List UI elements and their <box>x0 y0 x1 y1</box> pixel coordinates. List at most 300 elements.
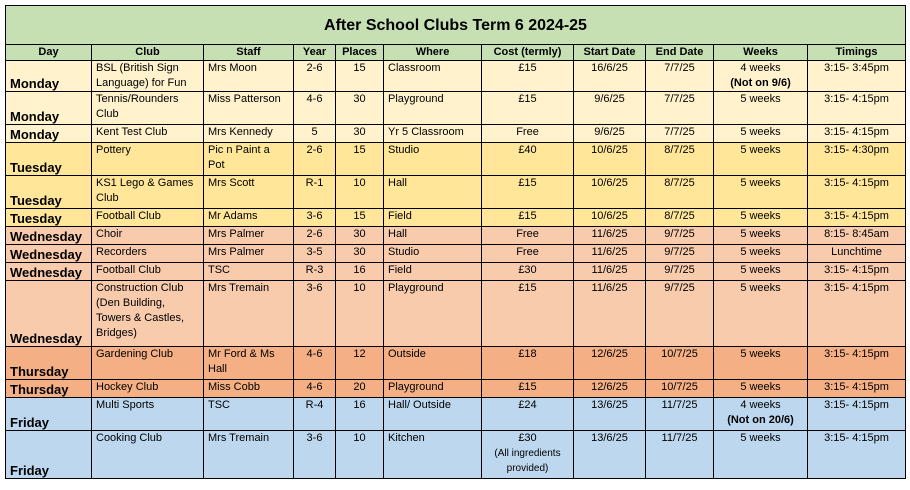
year-cell-text: R-4 <box>305 399 324 411</box>
end-date-cell <box>646 61 714 92</box>
where-cell <box>384 245 482 263</box>
end-date-cell-text: 9/7/25 <box>664 246 695 258</box>
where-cell-text: Field <box>388 210 412 222</box>
year-cell-text: 4-6 <box>306 348 323 360</box>
end-date-cell-text: 9/7/25 <box>664 282 695 294</box>
start-date-cell-text: 9/6/25 <box>594 93 625 105</box>
start-date-cell-text: 10/6/25 <box>591 144 628 156</box>
page-title: After School Clubs Term 6 2024-25 <box>6 6 906 45</box>
day-cell <box>6 245 92 263</box>
timings-cell <box>808 92 906 125</box>
staff-cell-text: Mrs Kennedy <box>208 126 273 138</box>
end-date-cell <box>646 92 714 125</box>
start-date-cell-text: 10/6/25 <box>591 210 628 222</box>
places-cell <box>336 263 384 281</box>
timings-cell-text: 3:15- 4:15pm <box>824 126 889 138</box>
column-header: Timings <box>808 45 906 61</box>
places-cell-text: 30 <box>353 246 366 258</box>
places-cell <box>336 347 384 380</box>
start-date-cell <box>574 281 646 347</box>
start-date-cell <box>574 209 646 227</box>
club-cell <box>92 227 204 245</box>
cost-cell-text: £15 <box>518 210 537 222</box>
staff-cell <box>204 398 294 431</box>
table-row <box>6 176 906 209</box>
club-cell <box>92 176 204 209</box>
staff-cell-text: Miss Cobb <box>208 381 260 393</box>
places-cell-text: 15 <box>353 62 366 74</box>
cost-cell-text: Free <box>516 228 539 240</box>
end-date-cell <box>646 380 714 398</box>
year-cell <box>294 347 336 380</box>
timings-cell-text: 3:15- 4:15pm <box>824 432 889 444</box>
club-cell-text: Construction Club (Den Building, Towers & Castles, Bridges) <box>96 282 185 339</box>
club-cell <box>92 245 204 263</box>
places-cell-text: 10 <box>353 177 366 189</box>
column-header: Club <box>92 45 204 61</box>
end-date-cell-text: 8/7/25 <box>664 144 695 156</box>
timings-cell-text: 8:15- 8:45am <box>824 228 889 240</box>
start-date-cell <box>574 176 646 209</box>
start-date-cell-text: 11/6/25 <box>591 282 628 294</box>
end-date-cell <box>646 143 714 176</box>
end-date-cell-text: 9/7/25 <box>664 228 695 240</box>
start-date-cell-text: 9/6/25 <box>594 126 625 138</box>
year-cell <box>294 281 336 347</box>
places-cell <box>336 398 384 431</box>
weeks-cell <box>714 380 808 398</box>
club-cell <box>92 347 204 380</box>
weeks-cell-text: 4 weeks <box>740 62 781 74</box>
staff-cell <box>204 92 294 125</box>
year-cell-text: 3-6 <box>306 432 323 444</box>
end-date-cell-text: 7/7/25 <box>664 62 695 74</box>
day-cell <box>6 92 92 125</box>
clubs-table <box>5 5 906 479</box>
cost-cell-text: £40 <box>518 144 537 156</box>
places-cell-text: 30 <box>353 228 366 240</box>
year-cell <box>294 227 336 245</box>
column-header: Places <box>336 45 384 61</box>
year-cell <box>294 380 336 398</box>
places-cell <box>336 61 384 92</box>
timings-cell <box>808 431 906 479</box>
day-cell <box>6 143 92 176</box>
start-date-cell <box>574 380 646 398</box>
year-cell-text: 3-6 <box>306 282 323 294</box>
staff-cell-text: Mr Ford & Ms Hall <box>208 348 275 375</box>
start-date-cell <box>574 227 646 245</box>
cost-cell-text: £15 <box>518 381 537 393</box>
where-cell <box>384 209 482 227</box>
year-cell <box>294 92 336 125</box>
column-header: End Date <box>646 45 714 61</box>
staff-cell <box>204 227 294 245</box>
year-cell-text: 3-6 <box>306 210 323 222</box>
cost-cell-text: £15 <box>518 177 537 189</box>
club-cell-text: Gardening Club <box>96 348 174 360</box>
cost-cell-text: £30 <box>518 432 537 444</box>
day-cell <box>6 227 92 245</box>
day-cell-text: Monday <box>10 76 60 91</box>
timings-cell-text: 3:15- 4:15pm <box>824 381 889 393</box>
table-row <box>6 263 906 281</box>
weeks-cell <box>714 281 808 347</box>
start-date-cell <box>574 347 646 380</box>
staff-cell-text: TSC <box>208 264 230 276</box>
end-date-cell <box>646 209 714 227</box>
table-row <box>6 209 906 227</box>
staff-cell <box>204 125 294 143</box>
cost-cell <box>482 209 574 227</box>
start-date-cell-text: 10/6/25 <box>591 177 628 189</box>
places-cell-text: 15 <box>353 210 366 222</box>
staff-cell <box>204 245 294 263</box>
year-cell-text: R-1 <box>305 177 324 189</box>
staff-cell-text: Mr Adams <box>208 210 258 222</box>
where-cell-text: Outside <box>388 348 426 360</box>
start-date-cell-text: 11/6/25 <box>591 246 628 258</box>
cost-cell <box>482 431 574 479</box>
club-cell-text: Football Club <box>96 210 161 222</box>
weeks-cell-text: 5 weeks <box>740 348 781 360</box>
club-cell <box>92 281 204 347</box>
weeks-cell <box>714 431 808 479</box>
club-cell-text: KS1 Lego & Games Club <box>96 177 194 204</box>
club-cell <box>92 431 204 479</box>
cost-cell <box>482 263 574 281</box>
cost-cell-text: £24 <box>518 399 537 411</box>
table-row <box>6 380 906 398</box>
year-cell <box>294 125 336 143</box>
timings-cell-text: 3:15- 4:15pm <box>824 348 889 360</box>
day-cell <box>6 431 92 479</box>
table-row <box>6 61 906 92</box>
where-cell <box>384 347 482 380</box>
staff-cell-text: Mrs Tremain <box>208 432 270 444</box>
timings-cell-text: 3:15- 4:15pm <box>824 210 889 222</box>
club-cell <box>92 143 204 176</box>
start-date-cell-text: 11/6/25 <box>591 264 628 276</box>
where-cell-text: Kitchen <box>388 432 425 444</box>
end-date-cell <box>646 263 714 281</box>
timings-cell-text: Lunchtime <box>831 246 882 258</box>
cost-cell <box>482 61 574 92</box>
where-cell <box>384 281 482 347</box>
staff-cell <box>204 380 294 398</box>
end-date-cell <box>646 227 714 245</box>
day-cell <box>6 398 92 431</box>
where-cell <box>384 176 482 209</box>
end-date-cell <box>646 398 714 431</box>
staff-cell <box>204 61 294 92</box>
year-cell <box>294 431 336 479</box>
end-date-cell <box>646 431 714 479</box>
year-cell <box>294 245 336 263</box>
start-date-cell <box>574 431 646 479</box>
club-cell <box>92 209 204 227</box>
day-cell-text: Wednesday <box>10 265 83 280</box>
where-cell-text: Playground <box>388 282 444 294</box>
year-cell-text: 2-6 <box>306 62 323 74</box>
club-cell <box>92 61 204 92</box>
start-date-cell <box>574 125 646 143</box>
where-cell-text: Field <box>388 264 412 276</box>
table-row <box>6 227 906 245</box>
column-header: Where <box>384 45 482 61</box>
staff-cell <box>204 281 294 347</box>
day-cell <box>6 176 92 209</box>
weeks-note: (Not on 9/6) <box>730 77 791 89</box>
weeks-cell-text: 5 weeks <box>740 93 781 105</box>
timings-cell-text: 3:15- 4:15pm <box>824 264 889 276</box>
cost-cell-text: £15 <box>518 62 537 74</box>
day-cell <box>6 125 92 143</box>
cost-cell <box>482 143 574 176</box>
end-date-cell-text: 8/7/25 <box>664 177 695 189</box>
places-cell-text: 16 <box>353 399 366 411</box>
staff-cell-text: Mrs Scott <box>208 177 255 189</box>
places-cell <box>336 431 384 479</box>
year-cell <box>294 143 336 176</box>
day-cell <box>6 380 92 398</box>
staff-cell <box>204 176 294 209</box>
timings-cell <box>808 143 906 176</box>
column-header: Cost (termly) <box>482 45 574 61</box>
timings-cell <box>808 281 906 347</box>
end-date-cell <box>646 347 714 380</box>
weeks-cell <box>714 61 808 92</box>
start-date-cell-text: 12/6/25 <box>591 348 628 360</box>
table-row <box>6 431 906 479</box>
day-cell-text: Thursday <box>10 382 69 397</box>
places-cell <box>336 380 384 398</box>
timings-cell-text: 3:15- 4:30pm <box>824 144 889 156</box>
cost-cell <box>482 245 574 263</box>
start-date-cell-text: 13/6/25 <box>591 432 628 444</box>
cost-cell-text: £18 <box>518 348 537 360</box>
staff-cell <box>204 431 294 479</box>
year-cell <box>294 176 336 209</box>
table-row <box>6 245 906 263</box>
day-cell <box>6 281 92 347</box>
column-header: Start Date <box>574 45 646 61</box>
start-date-cell-text: 13/6/25 <box>591 399 628 411</box>
staff-cell <box>204 143 294 176</box>
year-cell <box>294 263 336 281</box>
where-cell-text: Hall <box>388 177 407 189</box>
cost-cell <box>482 281 574 347</box>
places-cell-text: 30 <box>353 126 366 138</box>
day-cell <box>6 263 92 281</box>
table-row <box>6 398 906 431</box>
where-cell-text: Playground <box>388 381 444 393</box>
weeks-cell <box>714 176 808 209</box>
club-cell <box>92 263 204 281</box>
day-cell <box>6 209 92 227</box>
places-cell <box>336 209 384 227</box>
places-cell-text: 16 <box>353 264 366 276</box>
end-date-cell-text: 8/7/25 <box>664 210 695 222</box>
club-cell <box>92 125 204 143</box>
day-cell-text: Wednesday <box>10 331 83 346</box>
weeks-cell-text: 5 weeks <box>740 246 781 258</box>
start-date-cell <box>574 92 646 125</box>
column-header: Day <box>6 45 92 61</box>
timings-cell-text: 3:15- 4:15pm <box>824 177 889 189</box>
end-date-cell-text: 11/7/25 <box>661 432 698 444</box>
where-cell <box>384 431 482 479</box>
timings-cell-text: 3:15- 3:45pm <box>824 62 889 74</box>
where-cell-text: Yr 5 Classroom <box>388 126 464 138</box>
end-date-cell-text: 11/7/25 <box>661 399 698 411</box>
weeks-cell <box>714 245 808 263</box>
year-cell <box>294 61 336 92</box>
club-cell-text: Cooking Club <box>96 432 163 444</box>
table-row <box>6 125 906 143</box>
day-cell <box>6 61 92 92</box>
club-cell-text: Multi Sports <box>96 399 155 411</box>
staff-cell-text: Mrs Palmer <box>208 228 265 240</box>
timings-cell <box>808 263 906 281</box>
places-cell-text: 10 <box>353 432 366 444</box>
cost-cell <box>482 380 574 398</box>
end-date-cell-text: 7/7/25 <box>664 93 695 105</box>
start-date-cell-text: 11/6/25 <box>591 228 628 240</box>
end-date-cell <box>646 176 714 209</box>
where-cell-text: Hall/ Outside <box>388 399 451 411</box>
day-cell-text: Friday <box>10 463 50 478</box>
weeks-cell <box>714 209 808 227</box>
timings-cell-text: 3:15- 4:15pm <box>824 282 889 294</box>
weeks-note: (Not on 20/6) <box>727 414 794 426</box>
end-date-cell <box>646 245 714 263</box>
cost-cell-text: £15 <box>518 93 537 105</box>
staff-cell-text: Mrs Moon <box>208 62 257 74</box>
table-row <box>6 143 906 176</box>
where-cell-text: Hall <box>388 228 407 240</box>
timings-cell <box>808 347 906 380</box>
weeks-cell-text: 5 weeks <box>740 177 781 189</box>
where-cell-text: Playground <box>388 93 444 105</box>
table-row <box>6 347 906 380</box>
end-date-cell <box>646 125 714 143</box>
where-cell <box>384 398 482 431</box>
end-date-cell-text: 10/7/25 <box>661 381 698 393</box>
places-cell <box>336 245 384 263</box>
start-date-cell-text: 16/6/25 <box>591 62 628 74</box>
places-cell-text: 15 <box>353 144 366 156</box>
timings-cell <box>808 61 906 92</box>
column-header: Weeks <box>714 45 808 61</box>
year-cell-text: 5 <box>311 126 318 138</box>
weeks-cell-text: 5 weeks <box>740 228 781 240</box>
club-cell <box>92 92 204 125</box>
weeks-cell-text: 5 weeks <box>740 282 781 294</box>
end-date-cell <box>646 281 714 347</box>
cost-cell-text: Free <box>516 126 539 138</box>
places-cell <box>336 227 384 245</box>
cost-cell <box>482 227 574 245</box>
timings-cell <box>808 227 906 245</box>
where-cell <box>384 227 482 245</box>
day-cell-text: Wednesday <box>10 247 83 262</box>
where-cell <box>384 125 482 143</box>
staff-cell <box>204 347 294 380</box>
year-cell-text: 4-6 <box>306 381 323 393</box>
places-cell <box>336 281 384 347</box>
where-cell-text: Studio <box>388 144 420 156</box>
cost-cell <box>482 176 574 209</box>
weeks-cell <box>714 125 808 143</box>
end-date-cell-text: 7/7/25 <box>664 126 695 138</box>
where-cell-text: Classroom <box>388 62 441 74</box>
start-date-cell <box>574 398 646 431</box>
where-cell <box>384 61 482 92</box>
weeks-cell <box>714 263 808 281</box>
club-cell-text: Tennis/Rounders Club <box>96 93 179 120</box>
timings-cell <box>808 245 906 263</box>
places-cell-text: 12 <box>353 348 366 360</box>
club-cell-text: Kent Test Club <box>96 126 168 138</box>
club-cell <box>92 380 204 398</box>
club-cell-text: BSL (British Sign Language) for Fun <box>96 62 187 89</box>
places-cell-text: 30 <box>353 93 366 105</box>
weeks-cell <box>714 92 808 125</box>
day-cell <box>6 347 92 380</box>
timings-cell-text: 3:15- 4:15pm <box>824 399 889 411</box>
club-cell-text: Football Club <box>96 264 161 276</box>
cost-cell <box>482 92 574 125</box>
weeks-cell-text: 5 weeks <box>740 144 781 156</box>
year-cell-text: 4-6 <box>306 93 323 105</box>
weeks-cell-text: 5 weeks <box>740 210 781 222</box>
timings-cell-text: 3:15- 4:15pm <box>824 93 889 105</box>
where-cell-text: Studio <box>388 246 420 258</box>
year-cell-text: 3-5 <box>306 246 323 258</box>
end-date-cell-text: 10/7/25 <box>661 348 698 360</box>
club-cell-text: Hockey Club <box>96 381 159 393</box>
weeks-cell-text: 5 weeks <box>740 126 781 138</box>
column-header: Staff <box>204 45 294 61</box>
cost-cell-text: £15 <box>518 282 537 294</box>
header-row <box>6 45 906 61</box>
start-date-cell <box>574 61 646 92</box>
weeks-cell <box>714 347 808 380</box>
places-cell <box>336 92 384 125</box>
where-cell <box>384 92 482 125</box>
places-cell-text: 10 <box>353 282 366 294</box>
club-cell-text: Choir <box>96 228 123 240</box>
places-cell <box>336 143 384 176</box>
staff-cell-text: Miss Patterson <box>208 93 281 105</box>
timings-cell <box>808 398 906 431</box>
club-cell <box>92 398 204 431</box>
timings-cell <box>808 176 906 209</box>
year-cell-text: R-3 <box>305 264 324 276</box>
day-cell-text: Monday <box>10 109 60 124</box>
day-cell-text: Monday <box>10 127 60 142</box>
day-cell-text: Thursday <box>10 364 69 379</box>
places-cell-text: 20 <box>353 381 366 393</box>
places-cell <box>336 125 384 143</box>
timings-cell <box>808 125 906 143</box>
day-cell-text: Tuesday <box>10 193 62 208</box>
weeks-cell <box>714 143 808 176</box>
cost-cell-text: Free <box>516 246 539 258</box>
year-cell <box>294 209 336 227</box>
cost-cell-text: £30 <box>518 264 537 276</box>
